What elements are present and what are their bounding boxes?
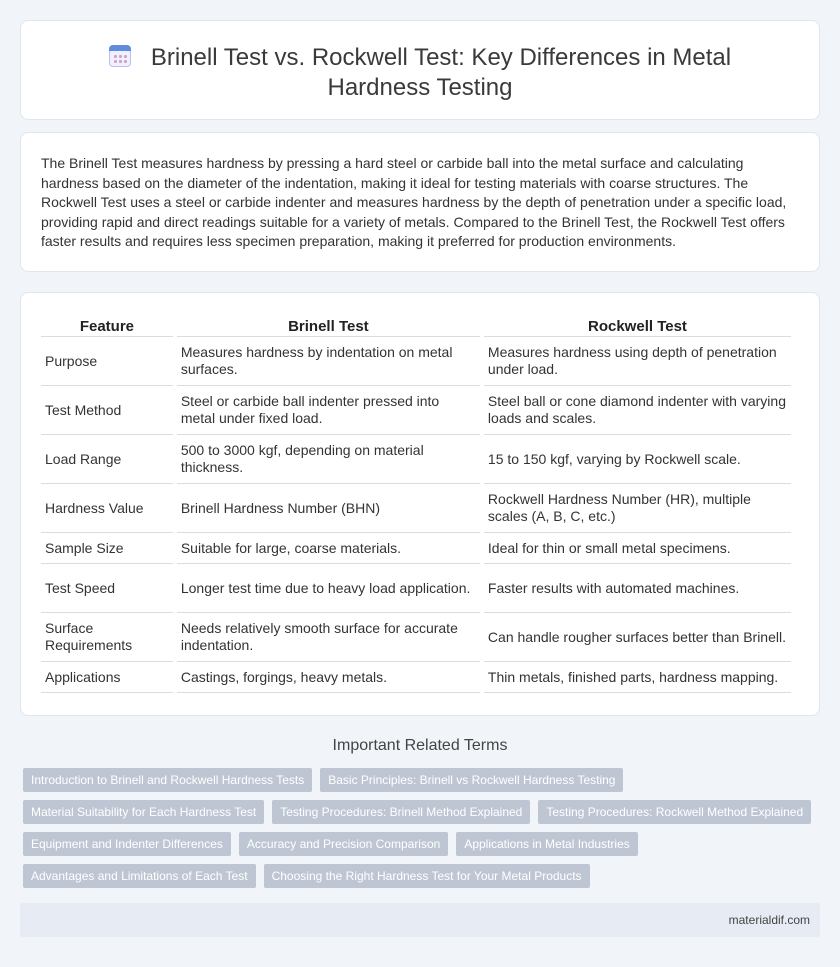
table-row — [41, 435, 791, 484]
footer-site-link[interactable]: materialdif.com — [728, 913, 810, 927]
related-term-tag[interactable]: Accuracy and Precision Comparison — [239, 832, 448, 856]
table-cell-feature: Surface Requirements — [41, 613, 173, 662]
tag-row — [23, 864, 823, 888]
table-cell-brinell: Suitable for large, coarse materials. — [177, 533, 480, 564]
related-term-tag[interactable]: Testing Procedures: Brinell Method Explained — [272, 800, 530, 824]
table-cell-feature: Load Range — [41, 435, 173, 484]
related-terms-list — [23, 768, 823, 896]
related-terms-heading: Important Related Terms — [332, 737, 508, 754]
table-cell-feature: Test Method — [41, 386, 173, 435]
intro-paragraph: The Brinell Test measures hardness by pressing a hard steel or carbide ball into the metal surface and calculating hardness based on the diameter of the indentation, making it ideal for testing materials with coarse structures. The Rockwell Test uses a steel or carbide indenter and measures hardness by the depth of penetration under a specific load, providing rapid and direct readings suitable for a variety of metals. Compared to the Brinell Test, the Rockwell Test offers faster results and requires less specimen preparation, making it preferred for production environments. — [41, 155, 787, 249]
table-cell-feature: Purpose — [41, 337, 173, 386]
table-cell-rockwell: Thin metals, finished parts, hardness mapping. — [484, 662, 791, 693]
header-feature: Feature — [41, 315, 173, 337]
page-title: Brinell Test vs. Rockwell Test: Key Differences in Metal Hardness Testing — [150, 44, 732, 101]
table-cell-brinell: Longer test time due to heavy load application. — [177, 564, 480, 613]
table-cell-feature: Applications — [41, 662, 173, 693]
table-cell-brinell: Brinell Hardness Number (BHN) — [177, 484, 480, 533]
table-row — [41, 484, 791, 533]
calendar-icon — [109, 45, 131, 67]
table-cell-brinell: Castings, forgings, heavy metals. — [177, 662, 480, 693]
table-cell-rockwell: Can handle rougher surfaces better than Brinell. — [484, 613, 791, 662]
comparison-table — [37, 315, 795, 693]
related-term-tag[interactable]: Introduction to Brinell and Rockwell Hardness Tests — [23, 768, 312, 792]
title-card — [20, 20, 820, 120]
table-header-row — [41, 315, 791, 337]
table-row — [41, 386, 791, 435]
tag-row — [23, 832, 823, 856]
related-term-tag[interactable]: Testing Procedures: Rockwell Method Explained — [538, 800, 811, 824]
table-cell-feature: Sample Size — [41, 533, 173, 564]
table-row — [41, 662, 791, 693]
tag-row — [23, 800, 823, 824]
related-term-tag[interactable]: Applications in Metal Industries — [456, 832, 637, 856]
table-cell-rockwell: 15 to 150 kgf, varying by Rockwell scale. — [484, 435, 791, 484]
related-term-tag[interactable]: Choosing the Right Hardness Test for Your Metal Products — [264, 864, 590, 888]
table-row — [41, 337, 791, 386]
table-cell-brinell: 500 to 3000 kgf, depending on material thickness. — [177, 435, 480, 484]
table-cell-rockwell: Measures hardness using depth of penetration under load. — [484, 337, 791, 386]
table-cell-brinell: Steel or carbide ball indenter pressed into metal under fixed load. — [177, 386, 480, 435]
intro-card — [20, 132, 820, 272]
table-cell-feature: Test Speed — [41, 564, 173, 613]
header-rockwell: Rockwell Test — [484, 315, 791, 337]
related-term-tag[interactable]: Equipment and Indenter Differences — [23, 832, 231, 856]
table-cell-rockwell: Faster results with automated machines. — [484, 564, 791, 613]
table-cell-brinell: Measures hardness by indentation on metal surfaces. — [177, 337, 480, 386]
footer — [20, 903, 820, 937]
table-cell-rockwell: Steel ball or cone diamond indenter with varying loads and scales. — [484, 386, 791, 435]
table-row — [41, 533, 791, 564]
table-cell-brinell: Needs relatively smooth surface for accurate indentation. — [177, 613, 480, 662]
tag-row — [23, 768, 823, 792]
table-cell-feature: Hardness Value — [41, 484, 173, 533]
table-row — [41, 564, 791, 613]
page-header — [21, 43, 819, 103]
table-cell-rockwell: Rockwell Hardness Number (HR), multiple scales (A, B, C, etc.) — [484, 484, 791, 533]
table-row — [41, 613, 791, 662]
comparison-table-card — [20, 292, 820, 716]
related-term-tag[interactable]: Basic Principles: Brinell vs Rockwell Hardness Testing — [320, 768, 623, 792]
related-term-tag[interactable]: Material Suitability for Each Hardness Test — [23, 800, 264, 824]
table-cell-rockwell: Ideal for thin or small metal specimens. — [484, 533, 791, 564]
related-term-tag[interactable]: Advantages and Limitations of Each Test — [23, 864, 256, 888]
header-brinell: Brinell Test — [177, 315, 480, 337]
